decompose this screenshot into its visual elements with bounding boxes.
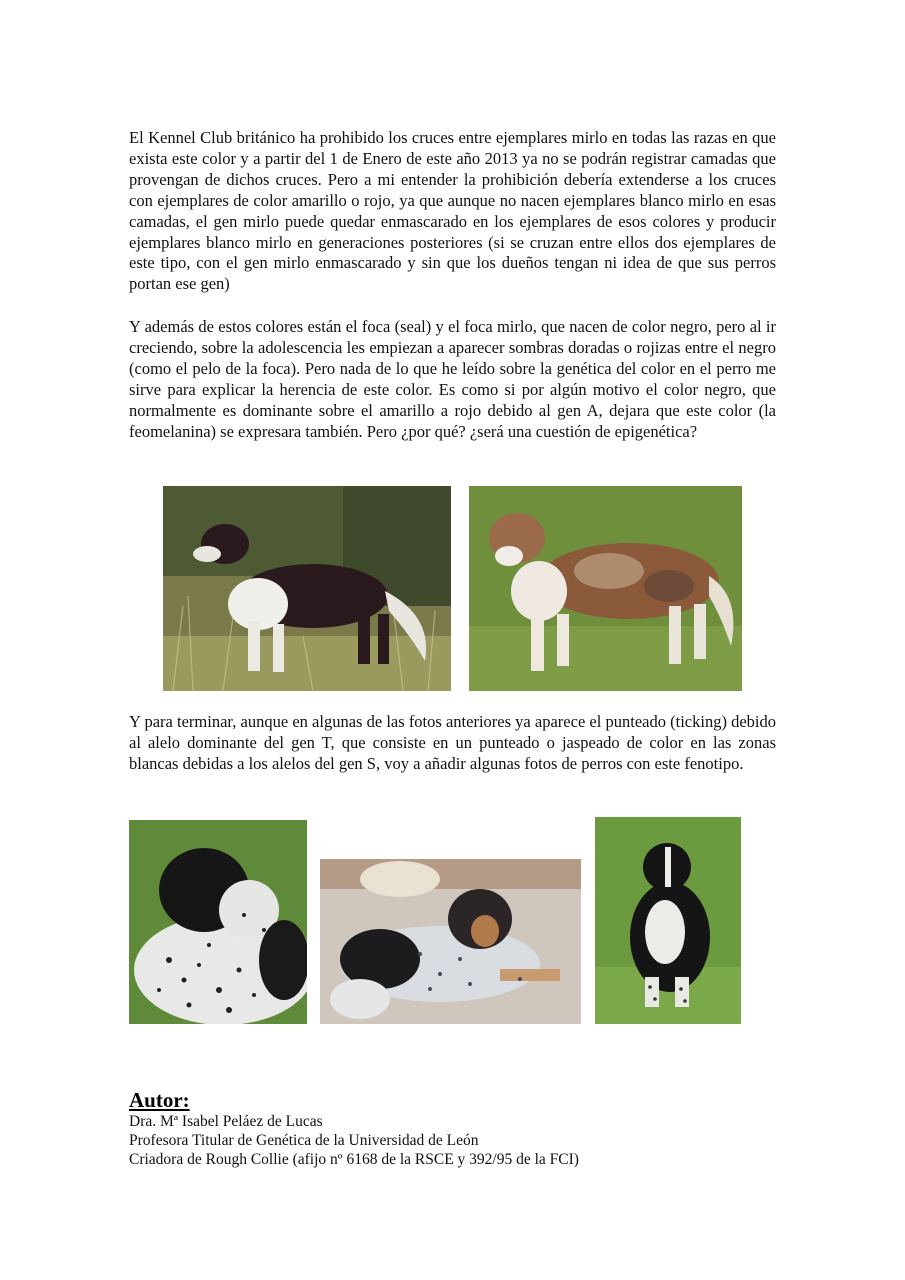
author-position: Profesora Titular de Genética de la Universidad de León bbox=[129, 1132, 479, 1149]
photo-ticked-dog-closeup bbox=[129, 820, 307, 1024]
photo-sitting-puppy bbox=[595, 817, 741, 1024]
paragraph-ticking: Y para terminar, aunque en algunas de las fotos anteriores ya aparece el punteado (ticking) debido al alelo dominante del gen T, que consiste en un punteado o jaspeado de color en las zonas blancas debidas a los alelos del gen S, voy a añadir algunas fotos de perros con este fenotipo. bbox=[129, 712, 776, 773]
photo-tricolor-dog-on-carpet bbox=[320, 859, 581, 1024]
paragraph-seal-color: Y además de estos colores están el foca (seal) y el foca mirlo, que nacen de color negro, pero al ir creciendo, sobre la adolescencia les empiezan a aparecer sombras doradas o rojizas entre el negro (como el pelo de la foca). Pero nada de lo que he leído sobre la genética del color en el perro me sirve para explicar la herencia de este color. Es como si por algún motivo el color negro, que normalmente es dominante sobre el amarillo a rojo debido al gen A, dejara que este color (la feomelanina) se expresara también. Pero ¿por qué? ¿será una cuestión de epigenética? bbox=[129, 317, 776, 441]
photo-seal-merle-puppy bbox=[469, 486, 742, 691]
author-breeder-info: Criadora de Rough Collie (afijo nº 6168 de la RSCE y 392/95 de la FCI) bbox=[129, 1151, 579, 1168]
photo-black-white-dog-in-grass bbox=[163, 486, 451, 691]
paragraph-kennel-club: El Kennel Club británico ha prohibido los cruces entre ejemplares mirlo en todas las razas en que exista este color y a partir del 1 de Enero de este año 2013 ya no se podrán registrar camadas que provengan de dichos cruces. Pero a mi entender la prohibición debería extenderse a los cruces con ejemplares de color amarillo o rojo, ya que aunque no nacen ejemplares blanco mirlo en esas camadas, el gen mirlo puede quedar enmascarado en los ejemplares de esos colores y producir ejemplares blanco mirlo en generaciones posteriores (si se cruzan entre ellos dos ejemplares de este tipo, con el gen mirlo enmascarado y sin que los dueños tengan ni idea de que sus perros portan ese gen) bbox=[129, 128, 776, 294]
author-name: Dra. Mª Isabel Peláez de Lucas bbox=[129, 1113, 323, 1130]
author-heading: Autor: bbox=[129, 1088, 190, 1112]
